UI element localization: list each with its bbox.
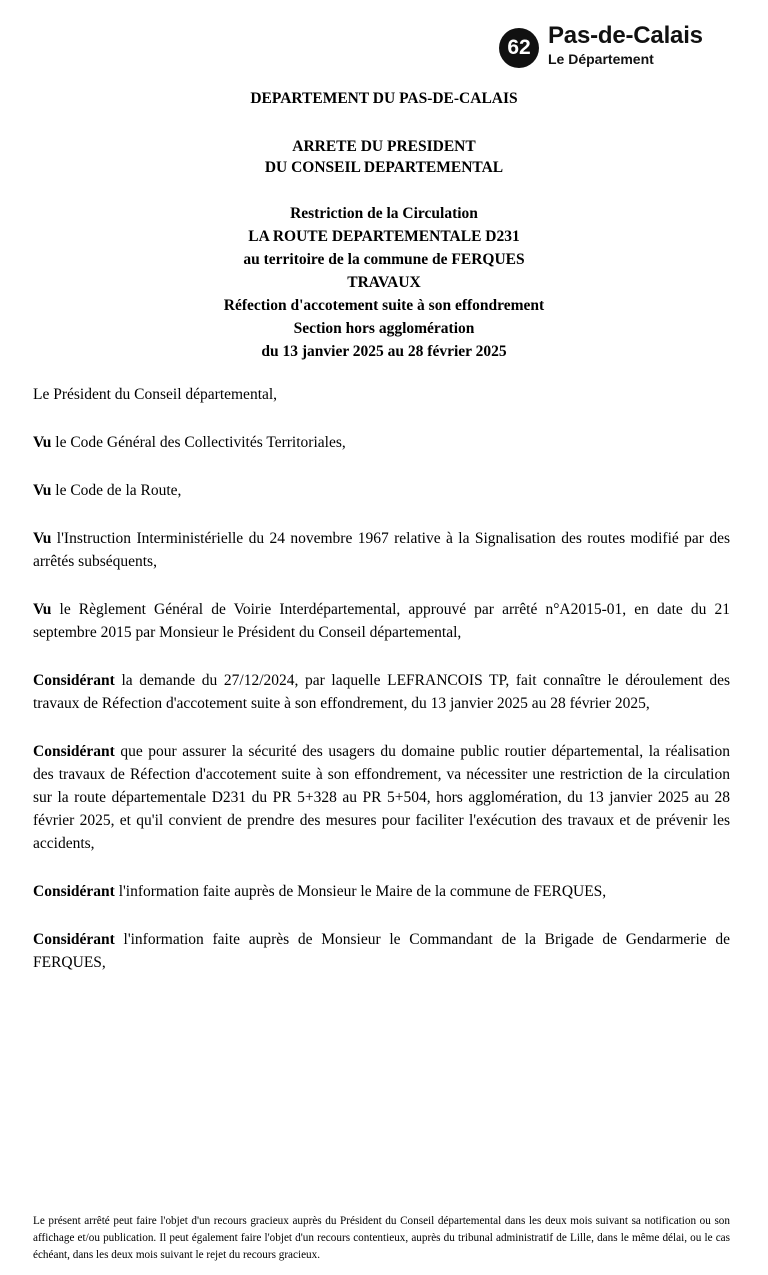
considerant-paragraph [33, 669, 730, 715]
logo-text [548, 22, 703, 68]
vu-lead: Vu [33, 601, 52, 618]
subject-line: au territoire de la commune de FERQUES [243, 251, 525, 268]
logo-subtitle: Le Département [548, 51, 654, 67]
vu-lead: Vu [33, 482, 52, 499]
vu-paragraph [33, 479, 730, 502]
arrete-line-2: DU CONSEIL DEPARTEMENTAL [264, 159, 504, 176]
considerant-paragraph [33, 740, 730, 855]
arrete-line-1: ARRETE DU PRESIDENT [292, 138, 476, 155]
logo-name: Pas-de-Calais [548, 22, 703, 49]
considerant-lead: Considérant [33, 931, 115, 948]
subject-line: TRAVAUX [347, 274, 421, 291]
department-number-badge: 62 [499, 28, 539, 68]
pas-de-calais-logo [499, 22, 703, 68]
vu-text: le Code Général des Collectivités Territoriales, [51, 434, 346, 451]
considerant-paragraph [33, 880, 730, 903]
considerant-lead: Considérant [33, 743, 115, 760]
vu-text: le Règlement Général de Voirie Interdépartemental, approuvé par arrêté n°A2015-01, en date du 21 septembre 2015 par Monsieur le Président du Conseil départemental, [33, 601, 730, 641]
considerant-text: l'information faite auprès de Monsieur le Commandant de la Brigade de Gendarmerie de FERQUES, [33, 931, 730, 971]
considerant-text: la demande du 27/12/2024, par laquelle LEFRANCOIS TP, fait connaître le déroulement des travaux de Réfection d'accotement suite à son effondrement, du 13 janvier 2025 au 28 février 2025, [33, 672, 730, 712]
subject-line: du 13 janvier 2025 au 28 février 2025 [261, 343, 507, 360]
vu-lead: Vu [33, 434, 52, 451]
subject-line: Restriction de la Circulation [290, 205, 478, 222]
vu-paragraph [33, 527, 730, 573]
document-body [33, 383, 730, 999]
subject-line: Réfection d'accotement suite à son effondrement [223, 297, 545, 314]
vu-paragraph [33, 431, 730, 454]
arrete-subject [0, 202, 768, 363]
considerant-lead: Considérant [33, 883, 115, 900]
vu-paragraph [33, 598, 730, 644]
considerant-lead: Considérant [33, 672, 115, 689]
considerant-text: que pour assurer la sécurité des usagers du domaine public routier départemental, la réalisation des travaux de Réfection d'accotement suite à son effondrement, va nécessiter une restriction de la circulation sur la route départementale D231 du PR 5+328 au PR 5+504, hors agglomération, du 13 janvier 2025 au 28 février 2025, et qu'il convient de prendre des mesures pour faciliter l'exécution des travaux et de prévenir les accidents, [33, 743, 730, 852]
vu-text: l'Instruction Interministérielle du 24 novembre 1967 relative à la Signalisation des routes modifié par des arrêtés subséquents, [33, 530, 730, 570]
legal-footer-note: Le présent arrêté peut faire l'objet d'un recours gracieux auprès du Président du Conseil départemental dans les deux mois suivant sa notification ou son affichage et/ou publication. Il peut également faire l'objet d'un recours contentieux, auprès du tribunal administratif de Lille, dans le même délai, ou le cas échéant, dans les deux mois suivant le rejet du recours gracieux. [33, 1215, 730, 1261]
considerant-paragraph [33, 928, 730, 974]
department-heading: DEPARTEMENT DU PAS-DE-CALAIS [250, 90, 518, 107]
subject-line: LA ROUTE DEPARTEMENTALE D231 [248, 228, 520, 245]
intro-paragraph: Le Président du Conseil départemental, [33, 386, 278, 403]
considerant-text: l'information faite auprès de Monsieur le Maire de la commune de FERQUES, [114, 883, 607, 900]
vu-lead: Vu [33, 530, 52, 547]
vu-text: le Code de la Route, [51, 482, 182, 499]
subject-line: Section hors agglomération [293, 320, 475, 337]
arrete-heading [0, 136, 768, 178]
